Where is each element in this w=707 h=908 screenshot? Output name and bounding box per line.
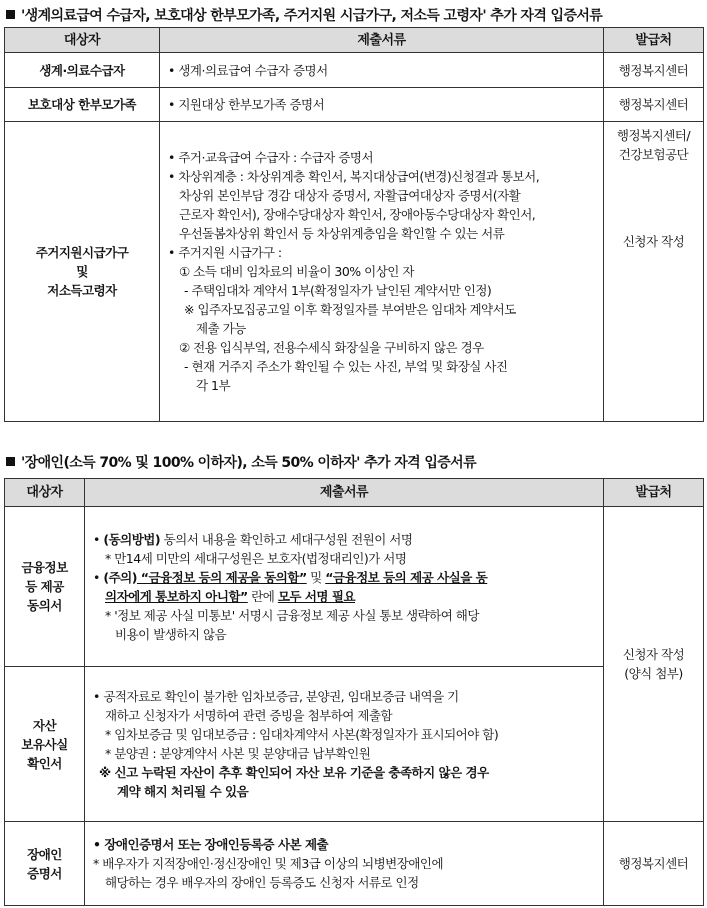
- merged-issuer: 신청자 작성 (양식 첨부): [604, 507, 704, 822]
- header-target: 대상자: [5, 28, 160, 53]
- section2-title: '장애인(소득 70% 및 100% 이하자), 소득 50% 이하자' 추가 자격 입증서류: [6, 452, 476, 472]
- row-issuer: 행정복지센터: [604, 53, 704, 88]
- table-row: [5, 53, 704, 88]
- row-docs: • 공적자료로 확인이 불가한 임차보증금, 분양권, 임대보증금 내역을 기 재하고 신청자가 서명하여 관련 증빙을 첨부하여 제출함 * 임차보증금 및 임대보증금 : 임대차계약서 사본(확정일자가 표시되어야 함) * 분양권 : 분양계약서 사본 및 분양대금 납부확인원 ※ 신고 누락된 자산이 추후 확인되어 자산 보유 기준을 충족하지 않은 경우 계약 해지 처리될 수 있음: [85, 667, 604, 822]
- row-target: 금융정보 등 제공 동의서: [5, 507, 85, 667]
- row-target: 보호대상 한부모가족: [5, 88, 160, 122]
- row-docs: • 장애인증명서 또는 장애인등록증 사본 제출 * 배우자가 지적장애인·정신장애인 및 제3급 이상의 뇌병변장애인에 해당하는 경우 배우자의 장애인 등록증도 신청자 서류로 인정: [85, 822, 604, 906]
- square-bullet-icon: [6, 10, 15, 19]
- table-header-row: [5, 28, 704, 53]
- header-docs: 제출서류: [85, 479, 604, 507]
- header-target: 대상자: [5, 479, 85, 507]
- table-row: [5, 822, 704, 906]
- section2-table: [4, 478, 704, 906]
- header-docs: 제출서류: [160, 28, 604, 53]
- table-header-row: [5, 479, 704, 507]
- row-docs: • 생계·의료급여 수급자 증명서: [160, 53, 604, 88]
- row-issuer: 행정복지센터: [604, 88, 704, 122]
- table-row: [5, 122, 704, 422]
- row-target: 자산 보유사실 확인서: [5, 667, 85, 822]
- table-row: [5, 88, 704, 122]
- row-issuer: 행정복지센터/ 건강보험공단 신청자 작성: [604, 122, 704, 422]
- row-target: 생계·의료수급자: [5, 53, 160, 88]
- header-issuer: 발급처: [604, 479, 704, 507]
- row-target: 주거지원시급가구 및 저소득고령자: [5, 122, 160, 422]
- row-docs: • 주거·교육급여 수급자 : 수급자 증명서 • 차상위계층 : 차상위계층 확인서, 복지대상급여(변경)신청결과 통보서, 차상위 본인부담 경감 대상자 증명서, 자활급여대상자 증명서(자활 근로자 확인서), 장애수당대상자 확인서, 장애아동수당대상자 확인서, 우선돌봄차상위 확인서 등 차상위계층임을 확인할 수 있는 서류 • 주거지원 시급가구 : ① 소득 대비 임차료의 비율이 30% 이상인 자 - 주택임대차 계약서 1부(확정일자가 날인된 계약서만 인정) ※ 입주자모집공고일 이후 확정일자를 부여받은 임대차 계약서도 제출 가능 ② 전용 입식부엌, 전용수세식 화장실을 구비하지 않은 경우 - 현재 거주지 주소가 확인될 수 있는 사진, 부엌 및 화장실 사진 각 1부: [160, 122, 604, 422]
- section1-table: [4, 27, 704, 422]
- row-docs: • 지원대상 한부모가족 증명서: [160, 88, 604, 122]
- header-issuer: 발급처: [604, 28, 704, 53]
- table-row: [5, 507, 704, 667]
- row-target: 장애인 증명서: [5, 822, 85, 906]
- section1-title: '생계의료급여 수급자, 보호대상 한부모가족, 주거지원 시급가구, 저소득 고령자' 추가 자격 입증서류: [6, 5, 602, 25]
- row-issuer: 행정복지센터: [604, 822, 704, 906]
- square-bullet-icon: [6, 457, 15, 466]
- table-row: [5, 667, 704, 822]
- row-docs: • (동의방법) 동의서 내용을 확인하고 세대구성원 전원이 서명 * 만14세 미만의 세대구성원은 보호자(법정대리인)가 서명 • (주의) “금융정보 등의 제공을 동의함” 및 “금융정보 등의 제공 사실을 동 의자에게 통보하지 아니함” 란에 모두 서명 필요 * '정보 제공 사실 미통보' 서명시 금융정보 제공 사실 통보 생략하여 해당 비용이 발생하지 않음: [85, 507, 604, 667]
